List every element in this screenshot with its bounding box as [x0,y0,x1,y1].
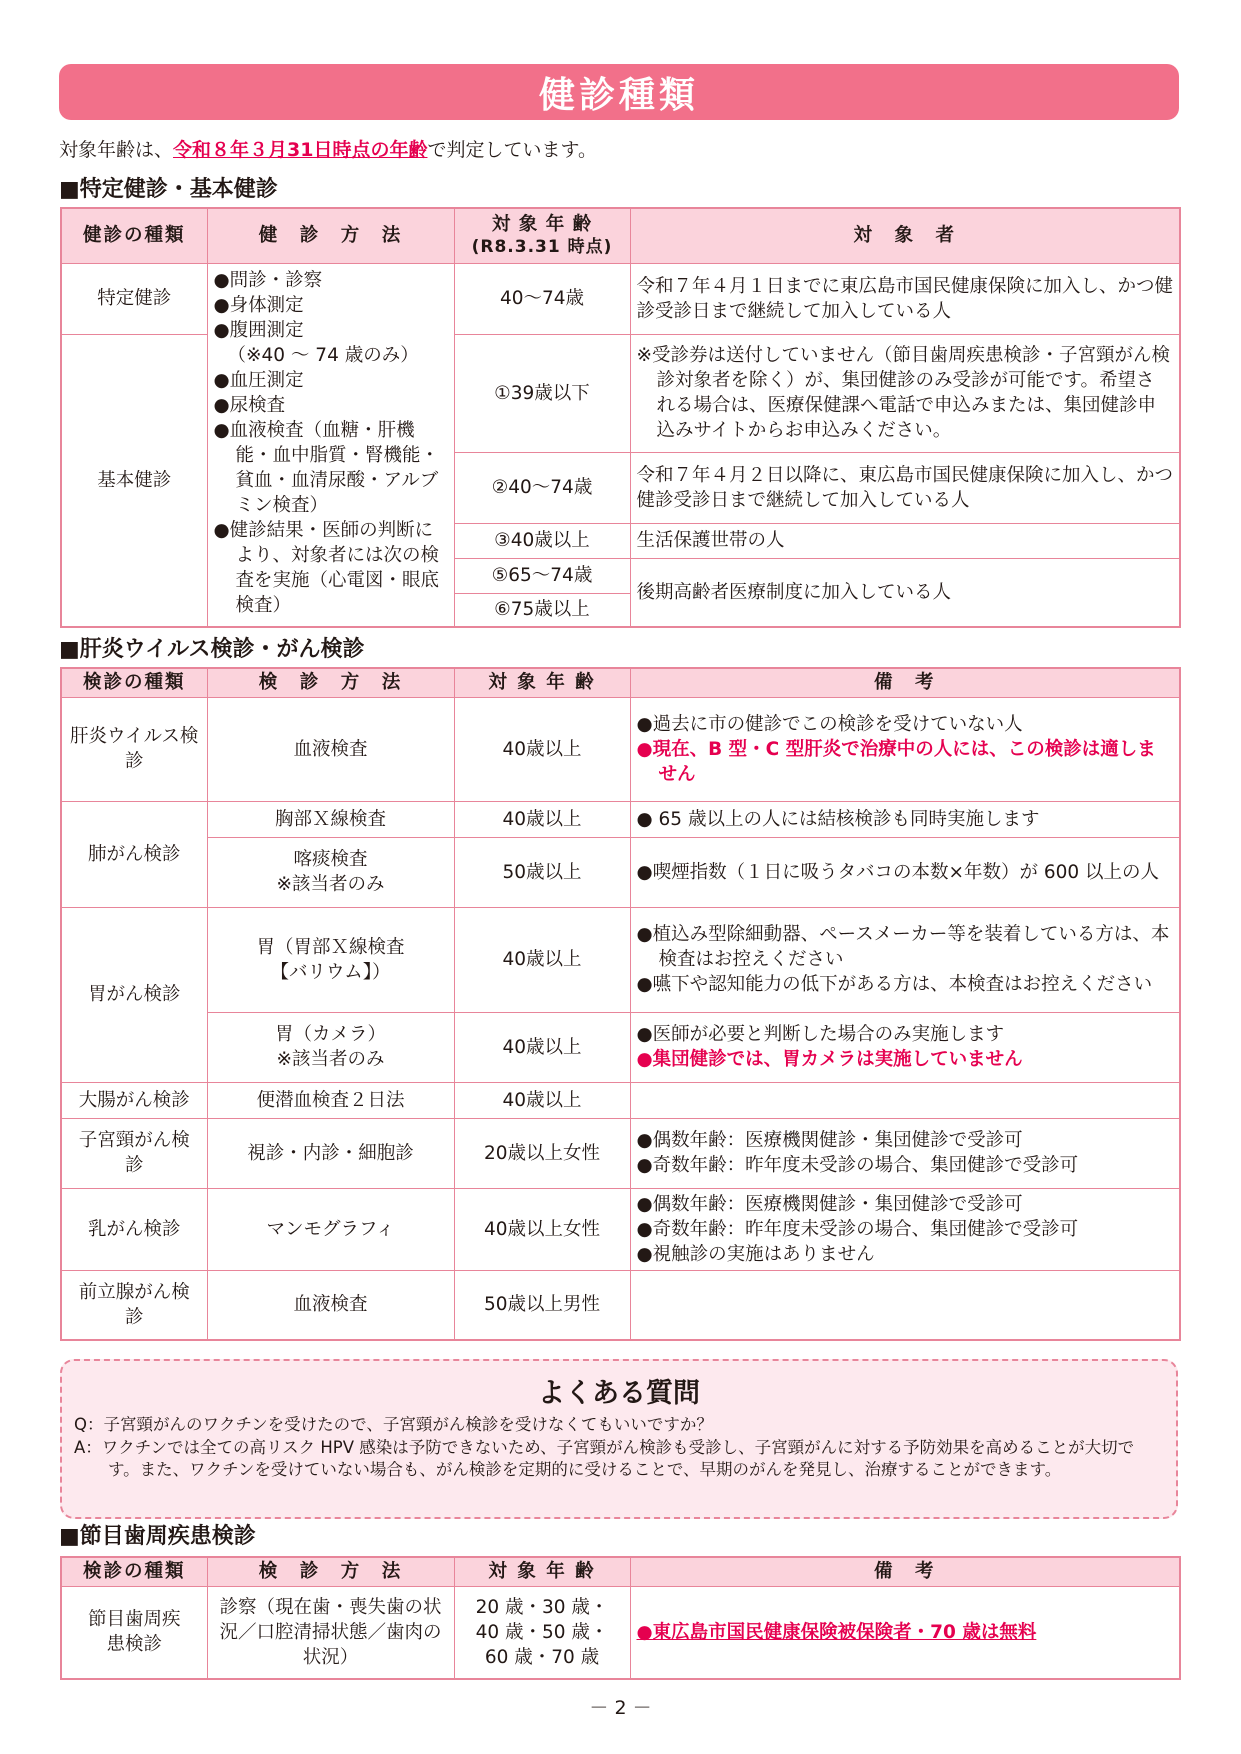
colon-type: 大腸がん検診 [61,1082,207,1118]
age-cell: ⑤65～74歳 [454,558,630,593]
liver-method: 血液検査 [207,697,454,801]
header-age-line2: (R8.3.31 時点) [471,236,613,257]
faq-box [60,1359,1178,1519]
table-row [61,1012,1180,1082]
dental-note: ●東広島市国民健康保険被保険者・70 歳は無料 [636,1621,1037,1643]
method-item: ●問診・診察 [213,269,323,291]
age-cell: ⑥75歳以上 [454,593,630,627]
prostate-method: 血液検査 [207,1270,454,1340]
lung-method2 [207,837,454,907]
method-item: （※40 ～ 74 歳のみ） [227,344,419,366]
stomach-method2 [207,1012,454,1082]
method-item: ●健診結果・医師の判断により、対象者には次の検査を実施（心電図・眼底検査） [213,519,440,616]
liver-type: 肝炎ウイルス検診 [61,697,207,801]
header-age: 対 象 年 齢 [454,1557,630,1586]
prostate-note [630,1270,1180,1340]
stomach-age1: 40歳以上 [454,907,630,1012]
table-row [61,837,1180,907]
target-cell [630,334,1180,452]
stomach-type: 胃がん検診 [61,907,207,1082]
table-row [61,1586,1180,1679]
table-row [61,1270,1180,1340]
colon-method: 便潜血検査２日法 [207,1082,454,1118]
stomach-method1b: 【バリウム】） [270,961,391,983]
liver-age: 40歳以上 [454,697,630,801]
cervical-note [630,1118,1180,1188]
cervical-age: 20歳以上女性 [454,1118,630,1188]
cervical-type: 子宮頸がん検診 [61,1118,207,1188]
section3-table [60,1556,1181,1680]
method-item: ●身体測定 [213,294,304,316]
header-method: 検 診 方 法 [207,668,454,697]
faq-question: Q：子宮頸がんのワクチンを受けたので、子宮頸がん検診を受けなくてもいいですか？ [74,1415,713,1434]
target-cell: 後期高齢者医療制度に加入している人 [630,558,1180,627]
method-item: ●血圧測定 [213,369,304,391]
lung-method1: 胸部Ｘ線検査 [207,801,454,837]
age-cell: ②40～74歳 [454,452,630,523]
lung-note2: ●喫煙指数（１日に吸うタバコの本数×年数）が 600 以上の人 [636,861,1160,883]
cervical-method: 視診・内診・細胞診 [207,1118,454,1188]
section1-header-row [61,208,1180,263]
prostate-age: 50歳以上男性 [454,1270,630,1340]
section2-header-row [61,668,1180,697]
kihon-label: 基本健診 [61,334,207,627]
page-title: 健診種類 [538,74,699,116]
method-item: ●尿検査 [213,394,286,416]
stomach-method2a: 胃（カメラ） [274,1024,386,1045]
liver-note [630,697,1180,801]
lung-age2: 50歳以上 [454,837,630,907]
section1-heading: ■特定健診・基本健診 [59,177,278,202]
prostate-type: 前立腺がん検診 [61,1270,207,1340]
stomach-method1a: 胃（胃部Ｘ線検査 [256,936,405,958]
page-number: － 2 － [589,1697,652,1719]
dental-note-cell [630,1586,1180,1679]
table-row [61,1118,1180,1188]
section1-table [60,207,1181,628]
target-cell: 令和７年４月２日以降に、東広島市国民健康保険に加入し、かつ健診受診日まで継続して加入している人 [630,452,1180,523]
stomach-age2: 40歳以上 [454,1012,630,1082]
colon-note [630,1082,1180,1118]
header-type: 健診の種類 [61,208,207,263]
header-method: 健 診 方 法 [207,208,454,263]
section2-heading: ■肝炎ウイルス検診・がん検診 [59,637,365,662]
note-item: ●視触診の実施はありません [636,1243,875,1265]
colon-age: 40歳以上 [454,1082,630,1118]
header-target: 対 象 者 [630,208,1180,263]
note-item: ●奇数年齢：昨年度未受診の場合、集団健診で受診可 [636,1155,1079,1176]
dental-age: 20 歳・30 歳・40 歳・50 歳・60 歳・70 歳 [454,1586,630,1679]
target-cell: 令和７年４月１日までに東広島市国民健康保険に加入し、かつ健診受診日まで継続して加入している人 [630,263,1180,334]
stomach-note2 [630,1012,1180,1082]
note-item: ●植込み型除細動器、ペースメーカー等を装着している方は、本検査はお控えください [636,924,1170,970]
method-item: ●腹囲測定 [213,319,304,341]
note-item: ●医師が必要と判断した場合のみ実施します [636,1024,1005,1045]
target-note: ※受診券は送付していません（節目歯周疾患検診・子宮頸がん検診対象者を除く）が、集団健診のみ受診が可能です。希望される場合は、医療保健課へ電話で申込みまたは、集団健診申込みサイトからお申込みください。 [636,345,1171,441]
stomach-method2b: ※該当者のみ [276,1049,385,1070]
header-note: 備 考 [630,668,1180,697]
breast-note [630,1188,1180,1270]
header-method: 検 診 方 法 [207,1557,454,1586]
lung-type: 肺がん検診 [61,801,207,907]
table-row [61,697,1180,801]
target-cell: 生活保護世帯の人 [630,523,1180,558]
table-row [61,1188,1180,1270]
table-row [61,263,1180,334]
method-list [207,263,454,627]
note-item: ●嚥下や認知能力の低下がある方は、本検査はお控えください [636,974,1153,995]
note-item-warning: ●現在、B 型・C 型肝炎で治療中の人には、この検診は適しません [636,738,1156,785]
dental-method: 診察（現在歯・喪失歯の状況／口腔清掃状態／歯肉の状況） [207,1586,454,1679]
faq-title: よくある質問 [538,1378,700,1409]
header-age-line1: 対 象 年 齢 [491,213,593,235]
table-row [61,801,1180,837]
lung-note1: ● 65 歳以上の人には結核検診も同時実施します [630,801,1180,837]
dental-type: 節目歯周疾患検診 [61,1586,207,1679]
lung-method2b: ※該当者のみ [276,874,385,895]
age-cell: 40～74歳 [454,263,630,334]
table-row [61,1082,1180,1118]
intro-suffix: で判定しています。 [427,139,597,161]
note-item: ●偶数年齢：医療機関健診・集団健診で受診可 [636,1193,1023,1215]
note-item: ●偶数年齢：医療機関健診・集団健診で受診可 [636,1130,1023,1151]
age-cell: ③40歳以上 [454,523,630,558]
age-cell: ①39歳以下 [454,334,630,452]
header-type: 検診の種類 [61,1557,207,1586]
header-age [454,208,630,263]
table-row [61,907,1180,1012]
header-age: 対 象 年 齢 [454,668,630,697]
title-banner [59,64,1179,120]
note-item: ●奇数年齢：昨年度未受診の場合、集団健診で受診可 [636,1218,1079,1240]
section3-heading: ■節目歯周疾患検診 [59,1524,256,1549]
note-item-warning: ●集団健診では、胃カメラは実施していません [636,1049,1023,1070]
breast-type: 乳がん検診 [61,1188,207,1270]
header-type: 検診の種類 [61,668,207,697]
lung-age1: 40歳以上 [454,801,630,837]
tokutei-label: 特定健診 [61,263,207,334]
lung-method2a: 喀痰検査 [293,849,368,870]
header-note: 備 考 [630,1557,1180,1586]
section3-header-row [61,1557,1180,1586]
intro-prefix: 対象年齢は、 [59,139,174,161]
intro-text [59,137,597,163]
intro-highlight: 令和８年３月31日時点の年齢 [173,139,428,161]
note-item: ●過去に市の健診でこの検診を受けていない人 [636,713,1023,735]
method-item: ●血液検査（血糖・肝機能・血中脂質・腎機能・貧血・血清尿酸・アルブミン検査） [213,419,440,516]
stomach-method1 [207,907,454,1012]
breast-method: マンモグラフィ [207,1188,454,1270]
lung-note2-cell [630,837,1180,907]
stomach-note1 [630,907,1180,1012]
breast-age: 40歳以上女性 [454,1188,630,1270]
faq-answer: A：ワクチンでは全ての高リスク HPV 感染は予防できないため、子宮頸がん検診も受診し、子宮頸がんに対する予防効果を高めることが大切です。また、ワクチンを受けていない場合も、がん検診を定期的に受けることで、早期のがんを発見し、治療することができます。 [74,1438,1135,1479]
section2-table [60,667,1181,1341]
